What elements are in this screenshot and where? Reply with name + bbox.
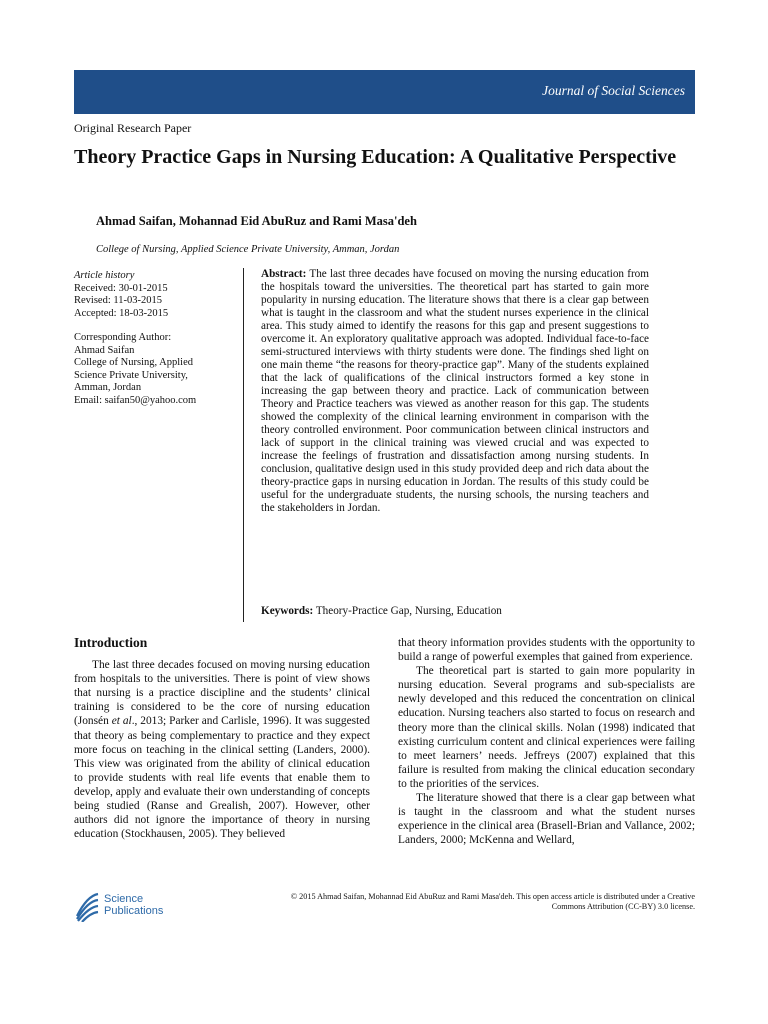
body-column-right — [398, 636, 695, 847]
keywords — [261, 605, 502, 617]
publisher-name — [104, 893, 163, 917]
page-footer — [74, 890, 695, 930]
abstract-section — [243, 268, 649, 622]
publisher-name-line: Science — [104, 893, 144, 905]
article-history-title: Article history — [74, 270, 135, 281]
paper-type: Original Research Paper — [74, 121, 192, 135]
corresponding-email[interactable]: Email: saifan50@yahoo.com — [74, 394, 197, 406]
paragraph-text: The last three decades focused on moving nursing education from hospitals to the universities. There is point of view shows that nursing is a practice discipline and the students’ clinical training is considered to be the core of nursing education (Jonsén — [74, 659, 370, 728]
copyright-notice — [235, 892, 695, 912]
paragraph: that theory information provides students with the opportunity to build a range of powerful exemples that gained from experience. — [398, 637, 695, 664]
body-column-left — [74, 636, 370, 841]
abstract — [261, 268, 649, 515]
publisher-logo — [74, 890, 174, 924]
authors: Ahmad Saifan, Mohannad Eid AbuRuz and Rami Masa'deh — [96, 214, 417, 228]
abstract-text: The last three decades have focused on moving the nursing education from the hospitals toward the universities. The theoretical part has started to gain more popularity in nursing education. The literature shows that there is a clear gap between what is taught in the classroom and what the student nurses experience in the clinical area. This study aimed to identify the reasons for this gap and present suggestions to overcome it. An exploratory qualitative approach was adopted. Individual face-to-face semi-structured interviews with thirty students were done. The findings shed light on one main theme “the reasons for theory-practice gap”. Many of the students explained that the lack of qualifications of the clinical instructors formed a key stone in increasing the gap between theory and practice. Lack of communication between Theory and Practice teachers was viewed as another reason for this gap. The students showed the complexity of the clinical learning environment in comparison with the theory controlled environment. Poor communication between clinical instructors and lack of support in the clinical training was viewed crucial and was expected to increase the feelings of frustration and dissatisfaction among nursing students. In conclusion, qualitative design used in this study provided deep and rich data about the theory-practice gaps in nursing education in Jordan. The results of this study could be useful for the undergraduate students, the nursing schools, the nursing teachers and the stakeholders in Jordan. — [261, 268, 649, 514]
keywords-text: Theory-Practice Gap, Nursing, Education — [315, 605, 502, 617]
journal-banner — [74, 70, 695, 114]
citation-et-al: et al — [111, 715, 132, 728]
publisher-name-line: Publications — [104, 905, 164, 917]
affiliation: College of Nursing, Applied Science Private University, Amman, Jordan — [96, 244, 400, 255]
corresponding-address-line: Amman, Jordan — [74, 382, 142, 393]
received-date: Received: 30-01-2015 — [74, 282, 168, 294]
corresponding-address-line: College of Nursing, Applied — [74, 357, 193, 368]
copyright-line: Commons Attribution (CC-BY) 3.0 license. — [551, 902, 695, 911]
section-heading-introduction: Introduction — [74, 635, 148, 650]
corresponding-author-name: Ahmad Saifan — [74, 344, 135, 356]
paragraph: The theoretical part is started to gain more popularity in nursing education. Several programs and sub-specialists are newly developed and this reduced the concentration on clinical education. Nursing teachers also started to focus on research and theory more than the clinical skills. Nolan (1998) indicated that existing curriculum content and clinical experiences were failing to meet learners’ needs. Jeffreys (2007) explained that this failure is resulted from making the clinical education secondary to the priorities of the services. — [398, 665, 695, 790]
science-publications-logo-icon — [74, 892, 100, 922]
abstract-label: Abstract: — [261, 268, 307, 280]
paragraph — [74, 658, 370, 841]
article-info-sidebar — [74, 270, 234, 407]
corresponding-author-title: Corresponding Author: — [74, 332, 172, 343]
copyright-line: © 2015 Ahmad Saifan, Mohannad Eid AbuRuz and Rami Masa'deh. This open access article is distributed under a Creative — [290, 892, 695, 901]
revised-date: Revised: 11-03-2015 — [74, 295, 162, 306]
paragraph: The literature showed that there is a clear gap between what is taught in the classroom and what the student nurses experience in the clinical area (Brasell-Brian and Vallance, 2002; Landers, 2000; McKenna and Wellard, — [398, 792, 695, 847]
paragraph-text: ., 2013; Parker and Carlisle, 1996). It was suggested that theory as being complementary to practice and they expect more focus on teaching in the clinical setting (Landers, 2000). This view was originated from the ability of clinical education to provide students with real life events that enable them to develop, apply and evaluate their own understanding of concepts being studied (Ranse and Grealish, 2007). However, other authors did not ignore the importance of theory in nursing education (Stockhausen, 2005). They believed — [74, 715, 370, 841]
accepted-date: Accepted: 18-03-2015 — [74, 307, 169, 319]
paper-title: Theory Practice Gaps in Nursing Education: A Qualitative Perspective — [74, 146, 677, 168]
corresponding-address-line: Science Private University, — [74, 369, 188, 381]
journal-name: Journal of Social Sciences — [542, 83, 685, 98]
keywords-label: Keywords: — [261, 605, 314, 617]
